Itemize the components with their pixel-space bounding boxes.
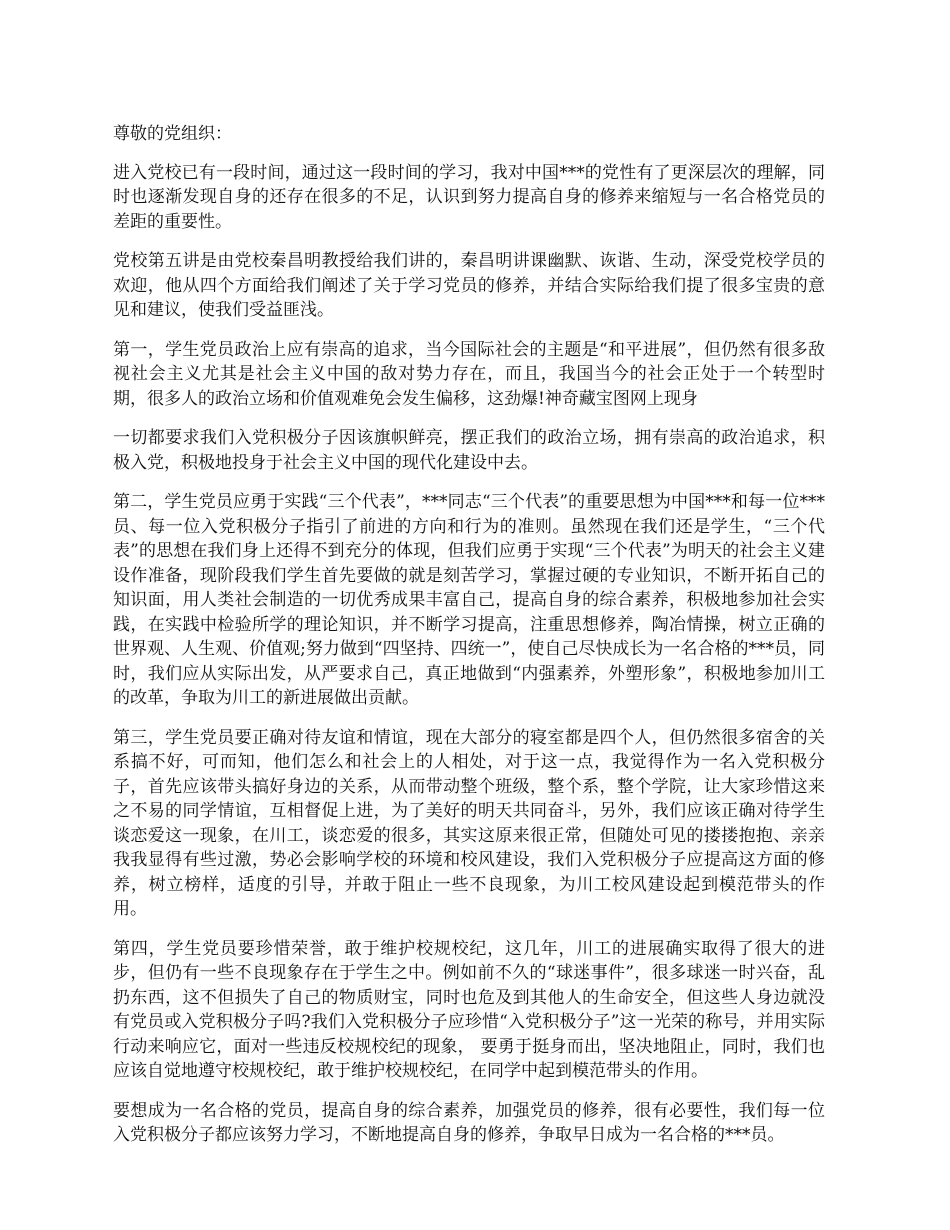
paragraph-conclusion: 要想成为一名合格的党员，提高自身的综合素养，加强党员的修养，很有必要性，我们每一位入党积极分子都应该努力学习，不断地提高自身的修养，争取早日成为一名合格的***员。 <box>113 1100 825 1145</box>
paragraph-point-three: 第三，学生党员要正确对待友谊和情谊，现在大部分的寝室都是四个人，但仍然很多宿舍的关系搞不好，可而知，他们怎么和社会上的人相处，对于这一点，我觉得作为一名入党积极分子，首先应该带头搞好身边的关系，从而带动整个班级，整个系，整个学院，让大家珍惜这来之不易的同学情谊，互相督促上进，为了美好的明天共同奋斗，另外，我们应该正确对待学生谈恋爱这一现象，在川工，谈恋爱的很多，其实这原来很正常，但随处可见的搂搂抱抱、亲亲我我显得有些过激，势必会影响学校的环境和校风建设，我们入党积极分子应提高这方面的修养，树立榜样，适度的引导，并敢于阻止一些不良现象，为川工校风建设起到模范带头的作用。 <box>113 727 825 919</box>
document-page <box>113 122 825 1163</box>
salutation: 尊敬的党组织： <box>113 124 232 144</box>
paragraph-point-one-continued: 一切都要求我们入党积极分子因该旗帜鲜亮，摆正我们的政治立场，拥有崇高的政治追求，积极入党，积极地投身于社会主义中国的现代化建设中去。 <box>113 428 825 473</box>
paragraph-point-one: 第一，学生党员政治上应有崇高的追求，当今国际社会的主题是“和平进展”，但仍然有很多敌视社会主义尤其是社会主义中国的敌对势力存在，而且，我国当今的社会正处于一个转型时期，很多人的政治立场和价值观难免会发生偏移，这劲爆!神奇藏宝图网上现身 <box>113 339 825 409</box>
paragraph-point-two: 第二，学生党员应勇于实践“三个代表”，***同志“三个代表”的重要思想为中国***和每一位***员、每一位入党积极分子指引了前进的方向和行为的准则。虽然现在我们还是学生，“三个代表”的思想在我们身上还得不到充分的体现，但我们应勇于实现“三个代表”为明天的社会主义建设作准备，现阶段我们学生首先要做的就是刻苦学习，掌握过硬的专业知识，不断开拓自己的知识面，用人类社会制造的一切优秀成果丰富自己，提高自身的综合素养，积极地参加社会实践，在实践中检验所学的理论知识，并不断学习提高，注重思想修养，陶冶情操，树立正确的世界观、人生观、价值观;努力做到“四坚持、四统一”，使自己尽快成长为一名合格的***员，同时，我们应从实际出发，从严要求自己，真正地做到“内强素养，外塑形象”，积极地参加川工的改革，争取为川工的新进展做出贡献。 <box>113 492 825 708</box>
paragraph-point-four: 第四，学生党员要珍惜荣誉，敢于维护校规校纪，这几年，川工的进展确实取得了很大的进步，但仍有一些不良现象存在于学生之中。例如前不久的“球迷事件”，很多球迷一时兴奋，乱扔东西，这不但损失了自己的物质财宝，同时也危及到其他人的生命安全，但这些人身边就没有党员或入党积极分子吗?我们入党积极分子应珍惜“入党积极分子”这一光荣的称号，并用实际行动来响应它，面对一些违反校规校纪的现象， 要勇于挺身而出，坚决地阻止，同时，我们也应该自觉地遵守校规校纪，敢于维护校规校纪，在同学中起到模范带头的作用。 <box>113 938 825 1081</box>
paragraph-intro: 进入党校已有一段时间，通过这一段时间的学习，我对中国***的党性有了更深层次的理解，同时也逐渐发现自身的还存在很多的不足，认识到努力提高自身的修养来缩短与一名合格党员的差距的重要性。 <box>113 162 825 232</box>
paragraph-lecture: 党校第五讲是由党校秦昌明教授给我们讲的，秦昌明讲课幽默、诙谐、生动，深受党校学员的欢迎，他从四个方面给我们阐述了关于学习党员的修养，并结合实际给我们提了很多宝贵的意见和建议，使我们受益匪浅。 <box>113 251 825 320</box>
